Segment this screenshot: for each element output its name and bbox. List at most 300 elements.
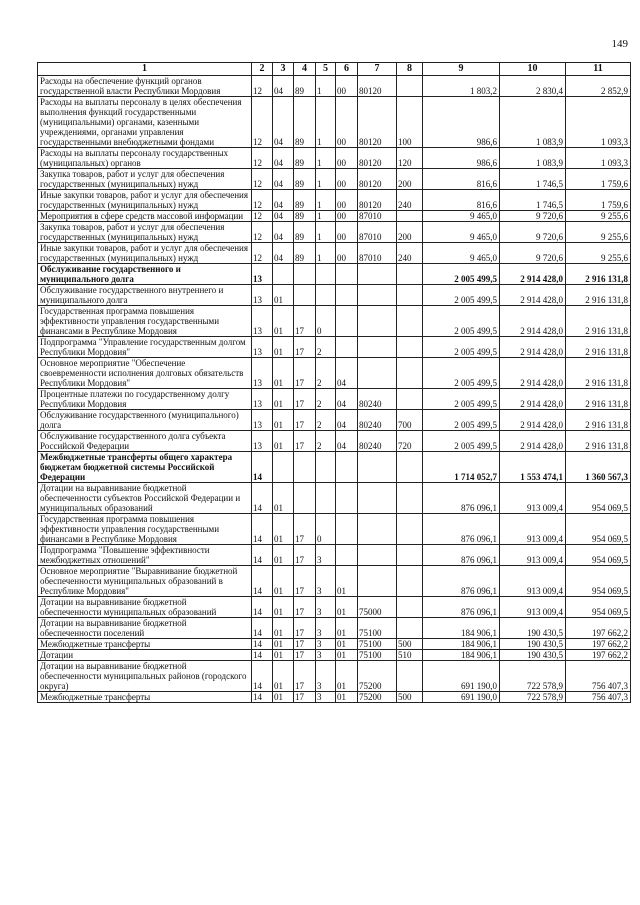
direction-code-cell <box>358 285 397 306</box>
activity-code-cell: 04 <box>336 389 358 410</box>
section-code-cell: 13 <box>252 306 273 337</box>
row-name-cell: Расходы на выплаты персоналу в целях обеспечения выполнения функций государственными (муниципальными) органами, казенными учреждениями, органами управления государственными внебюджетными фондами <box>38 97 252 148</box>
amount-col-11-cell: 9 255,6 <box>566 243 631 264</box>
amount-col-11-cell: 2 916 131,8 <box>566 306 631 337</box>
subsection-code-cell: 04 <box>273 243 294 264</box>
subprogram-code-cell: 1 <box>316 190 336 211</box>
subsection-code-cell: 01 <box>273 639 294 650</box>
subprogram-code-cell: 1 <box>316 169 336 190</box>
amount-col-10-cell: 9 720,6 <box>500 211 566 222</box>
expense-type-code-cell <box>397 618 423 639</box>
amount-col-11-cell: 9 255,6 <box>566 222 631 243</box>
table-row <box>38 566 631 597</box>
amount-col-9-cell: 1 714 052,7 <box>423 452 500 483</box>
amount-col-10-cell: 2 914 428,0 <box>500 431 566 452</box>
amount-col-10-cell: 2 914 428,0 <box>500 306 566 337</box>
subprogram-code-cell <box>316 452 336 483</box>
subprogram-code-cell <box>316 264 336 285</box>
subprogram-code-cell: 1 <box>316 148 336 169</box>
header-col-9: 9 <box>423 63 500 76</box>
subprogram-code-cell: 1 <box>316 222 336 243</box>
section-code-cell: 13 <box>252 389 273 410</box>
row-name-cell: Обслуживание государственного внутреннего и муниципального долга <box>38 285 252 306</box>
table-row <box>38 545 631 566</box>
subsection-code-cell: 01 <box>273 661 294 692</box>
amount-col-11-cell: 1 093,3 <box>566 97 631 148</box>
direction-code-cell: 75200 <box>358 661 397 692</box>
direction-code-cell <box>358 514 397 545</box>
section-code-cell: 14 <box>252 618 273 639</box>
program-code-cell: 17 <box>294 306 316 337</box>
program-code-cell <box>294 483 316 514</box>
page-number: 149 <box>611 38 628 50</box>
subprogram-code-cell: 3 <box>316 661 336 692</box>
row-name-cell: Дотации <box>38 650 252 661</box>
program-code-cell: 89 <box>294 211 316 222</box>
expense-type-code-cell: 120 <box>397 148 423 169</box>
direction-code-cell: 80240 <box>358 431 397 452</box>
direction-code-cell: 75200 <box>358 692 397 703</box>
amount-col-11-cell: 954 069,5 <box>566 514 631 545</box>
section-code-cell: 14 <box>252 545 273 566</box>
activity-code-cell: 00 <box>336 211 358 222</box>
expense-type-code-cell: 240 <box>397 190 423 211</box>
section-code-cell: 12 <box>252 243 273 264</box>
section-code-cell: 12 <box>252 148 273 169</box>
direction-code-cell <box>358 452 397 483</box>
amount-col-9-cell: 9 465,0 <box>423 222 500 243</box>
header-col-3: 3 <box>273 63 294 76</box>
row-name-cell: Обслуживание государственного и муниципального долга <box>38 264 252 285</box>
row-name-cell: Дотации на выравнивание бюджетной обеспеченности муниципальных районов (городского округа) <box>38 661 252 692</box>
section-code-cell: 13 <box>252 358 273 389</box>
amount-col-9-cell: 691 190,0 <box>423 692 500 703</box>
amount-col-10-cell: 2 914 428,0 <box>500 358 566 389</box>
activity-code-cell: 00 <box>336 190 358 211</box>
table-row <box>38 76 631 97</box>
amount-col-10-cell: 2 914 428,0 <box>500 264 566 285</box>
activity-code-cell: 00 <box>336 243 358 264</box>
amount-col-10-cell: 1 083,9 <box>500 97 566 148</box>
amount-col-10-cell: 1 746,5 <box>500 169 566 190</box>
direction-code-cell: 80120 <box>358 190 397 211</box>
amount-col-10-cell: 9 720,6 <box>500 222 566 243</box>
section-code-cell: 14 <box>252 661 273 692</box>
activity-code-cell <box>336 264 358 285</box>
amount-col-9-cell: 9 465,0 <box>423 243 500 264</box>
subsection-code-cell: 01 <box>273 306 294 337</box>
table-row <box>38 692 631 703</box>
activity-code-cell: 00 <box>336 222 358 243</box>
section-code-cell: 12 <box>252 211 273 222</box>
amount-col-9-cell: 1 803,2 <box>423 76 500 97</box>
program-code-cell: 89 <box>294 190 316 211</box>
section-code-cell: 13 <box>252 410 273 431</box>
subprogram-code-cell: 3 <box>316 566 336 597</box>
subsection-code-cell: 04 <box>273 148 294 169</box>
budget-table <box>37 62 631 703</box>
program-code-cell: 17 <box>294 431 316 452</box>
amount-col-10-cell: 913 009,4 <box>500 545 566 566</box>
direction-code-cell: 80120 <box>358 169 397 190</box>
row-name-cell: Дотации на выравнивание бюджетной обеспеченности муниципальных образований <box>38 597 252 618</box>
amount-col-11-cell: 197 662,2 <box>566 650 631 661</box>
subprogram-code-cell: 2 <box>316 389 336 410</box>
activity-code-cell: 01 <box>336 566 358 597</box>
program-code-cell: 17 <box>294 618 316 639</box>
row-name-cell: Иные закупки товаров, работ и услуг для обеспечения государственных (муниципальных) нужд <box>38 190 252 211</box>
subsection-code-cell: 01 <box>273 545 294 566</box>
subprogram-code-cell: 2 <box>316 358 336 389</box>
subsection-code-cell: 04 <box>273 190 294 211</box>
expense-type-code-cell <box>397 306 423 337</box>
section-code-cell: 14 <box>252 566 273 597</box>
expense-type-code-cell <box>397 452 423 483</box>
subprogram-code-cell: 0 <box>316 306 336 337</box>
subprogram-code-cell: 2 <box>316 410 336 431</box>
expense-type-code-cell <box>397 264 423 285</box>
row-name-cell: Закупка товаров, работ и услуг для обеспечения государственных (муниципальных) нужд <box>38 222 252 243</box>
table-row <box>38 190 631 211</box>
direction-code-cell: 80120 <box>358 148 397 169</box>
amount-col-10-cell: 2 914 428,0 <box>500 410 566 431</box>
activity-code-cell <box>336 337 358 358</box>
row-name-cell: Межбюджетные трансферты <box>38 639 252 650</box>
amount-col-10-cell: 190 430,5 <box>500 618 566 639</box>
expense-type-code-cell: 100 <box>397 97 423 148</box>
section-code-cell: 12 <box>252 76 273 97</box>
expense-type-code-cell: 200 <box>397 222 423 243</box>
subprogram-code-cell: 3 <box>316 650 336 661</box>
subsection-code-cell: 01 <box>273 337 294 358</box>
activity-code-cell <box>336 545 358 566</box>
subsection-code-cell: 04 <box>273 211 294 222</box>
table-row <box>38 483 631 514</box>
header-col-7: 7 <box>358 63 397 76</box>
expense-type-code-cell: 500 <box>397 639 423 650</box>
table-body <box>38 76 631 703</box>
amount-col-9-cell: 691 190,0 <box>423 661 500 692</box>
program-code-cell: 17 <box>294 661 316 692</box>
subsection-code-cell: 01 <box>273 285 294 306</box>
expense-type-code-cell: 720 <box>397 431 423 452</box>
row-name-cell: Межбюджетные трансферты общего характера бюджетам бюджетной системы Российской Федерации <box>38 452 252 483</box>
direction-code-cell: 75100 <box>358 650 397 661</box>
subsection-code-cell: 01 <box>273 597 294 618</box>
subsection-code-cell: 04 <box>273 76 294 97</box>
activity-code-cell: 00 <box>336 76 358 97</box>
direction-code-cell <box>358 264 397 285</box>
subprogram-code-cell: 3 <box>316 597 336 618</box>
amount-col-10-cell: 190 430,5 <box>500 650 566 661</box>
amount-col-9-cell: 2 005 499,5 <box>423 264 500 285</box>
table-row <box>38 211 631 222</box>
direction-code-cell: 80240 <box>358 389 397 410</box>
direction-code-cell: 75100 <box>358 639 397 650</box>
subprogram-code-cell: 1 <box>316 211 336 222</box>
row-name-cell: Обслуживание государственного (муниципального) долга <box>38 410 252 431</box>
amount-col-11-cell: 954 069,5 <box>566 566 631 597</box>
header-col-6: 6 <box>336 63 358 76</box>
expense-type-code-cell: 510 <box>397 650 423 661</box>
program-code-cell: 17 <box>294 692 316 703</box>
program-code-cell <box>294 452 316 483</box>
subprogram-code-cell: 1 <box>316 243 336 264</box>
table-row <box>38 285 631 306</box>
amount-col-10-cell: 913 009,4 <box>500 566 566 597</box>
program-code-cell: 17 <box>294 514 316 545</box>
amount-col-11-cell: 2 916 131,8 <box>566 358 631 389</box>
table-row <box>38 452 631 483</box>
expense-type-code-cell <box>397 597 423 618</box>
table-row <box>38 410 631 431</box>
section-code-cell: 14 <box>252 597 273 618</box>
activity-code-cell: 01 <box>336 650 358 661</box>
header-row <box>38 63 631 76</box>
row-name-cell: Дотации на выравнивание бюджетной обеспеченности поселений <box>38 618 252 639</box>
section-code-cell: 14 <box>252 452 273 483</box>
activity-code-cell <box>336 514 358 545</box>
amount-col-11-cell: 2 916 131,8 <box>566 431 631 452</box>
row-name-cell: Государственная программа повышения эффективности управления государственными финансами в Республике Мордовия <box>38 514 252 545</box>
header-col-2: 2 <box>252 63 273 76</box>
expense-type-code-cell <box>397 285 423 306</box>
subprogram-code-cell: 2 <box>316 431 336 452</box>
header-col-8: 8 <box>397 63 423 76</box>
table-row <box>38 169 631 190</box>
section-code-cell: 12 <box>252 222 273 243</box>
activity-code-cell <box>336 306 358 337</box>
amount-col-11-cell: 1 759,6 <box>566 190 631 211</box>
section-code-cell: 14 <box>252 639 273 650</box>
table-row <box>38 514 631 545</box>
table-row <box>38 337 631 358</box>
subsection-code-cell: 01 <box>273 514 294 545</box>
amount-col-11-cell: 197 662,2 <box>566 618 631 639</box>
table-row <box>38 358 631 389</box>
amount-col-11-cell: 2 916 131,8 <box>566 264 631 285</box>
row-name-cell: Процентные платежи по государственному долгу Республики Мордовия <box>38 389 252 410</box>
amount-col-9-cell: 876 096,1 <box>423 566 500 597</box>
table-row <box>38 97 631 148</box>
direction-code-cell <box>358 483 397 514</box>
activity-code-cell: 01 <box>336 661 358 692</box>
table-row <box>38 148 631 169</box>
row-name-cell: Межбюджетные трансферты <box>38 692 252 703</box>
amount-col-10-cell: 913 009,4 <box>500 483 566 514</box>
section-code-cell: 13 <box>252 337 273 358</box>
program-code-cell: 89 <box>294 148 316 169</box>
amount-col-10-cell: 9 720,6 <box>500 243 566 264</box>
activity-code-cell: 04 <box>336 358 358 389</box>
table-row <box>38 650 631 661</box>
amount-col-10-cell: 913 009,4 <box>500 597 566 618</box>
amount-col-9-cell: 876 096,1 <box>423 514 500 545</box>
direction-code-cell <box>358 545 397 566</box>
table-row <box>38 639 631 650</box>
subsection-code-cell: 01 <box>273 389 294 410</box>
program-code-cell: 17 <box>294 337 316 358</box>
row-name-cell: Основное мероприятие "Выравнивание бюджетной обеспеченности муниципальных образований в Республике Мордовия" <box>38 566 252 597</box>
amount-col-9-cell: 2 005 499,5 <box>423 306 500 337</box>
expense-type-code-cell <box>397 566 423 597</box>
amount-col-10-cell: 2 830,4 <box>500 76 566 97</box>
program-code-cell: 17 <box>294 597 316 618</box>
subprogram-code-cell <box>316 285 336 306</box>
row-name-cell: Расходы на обеспечение функций органов государственной власти Республики Мордовия <box>38 76 252 97</box>
amount-col-11-cell: 2 916 131,8 <box>566 337 631 358</box>
program-code-cell: 89 <box>294 97 316 148</box>
subsection-code-cell: 01 <box>273 650 294 661</box>
subprogram-code-cell: 3 <box>316 618 336 639</box>
subprogram-code-cell: 1 <box>316 97 336 148</box>
subsection-code-cell: 04 <box>273 97 294 148</box>
direction-code-cell: 80120 <box>358 76 397 97</box>
subprogram-code-cell: 1 <box>316 76 336 97</box>
amount-col-10-cell: 722 578,9 <box>500 661 566 692</box>
row-name-cell: Государственная программа повышения эффективности управления государственными финансами в Республике Мордовия <box>38 306 252 337</box>
subsection-code-cell: 01 <box>273 618 294 639</box>
subsection-code-cell: 04 <box>273 169 294 190</box>
amount-col-9-cell: 2 005 499,5 <box>423 337 500 358</box>
program-code-cell <box>294 264 316 285</box>
activity-code-cell: 00 <box>336 97 358 148</box>
subprogram-code-cell: 0 <box>316 514 336 545</box>
program-code-cell: 89 <box>294 243 316 264</box>
row-name-cell: Обслуживание государственного долга субъекта Российской Федерации <box>38 431 252 452</box>
amount-col-9-cell: 876 096,1 <box>423 545 500 566</box>
amount-col-11-cell: 9 255,6 <box>566 211 631 222</box>
expense-type-code-cell: 700 <box>397 410 423 431</box>
program-code-cell: 89 <box>294 76 316 97</box>
section-code-cell: 13 <box>252 264 273 285</box>
activity-code-cell: 04 <box>336 410 358 431</box>
program-code-cell: 17 <box>294 639 316 650</box>
section-code-cell: 14 <box>252 483 273 514</box>
amount-col-11-cell: 954 069,5 <box>566 545 631 566</box>
row-name-cell: Закупка товаров, работ и услуг для обеспечения государственных (муниципальных) нужд <box>38 169 252 190</box>
amount-col-9-cell: 9 465,0 <box>423 211 500 222</box>
table-row <box>38 264 631 285</box>
amount-col-10-cell: 2 914 428,0 <box>500 389 566 410</box>
subsection-code-cell <box>273 264 294 285</box>
expense-type-code-cell <box>397 514 423 545</box>
amount-col-9-cell: 2 005 499,5 <box>423 358 500 389</box>
direction-code-cell: 80240 <box>358 410 397 431</box>
activity-code-cell: 01 <box>336 692 358 703</box>
amount-col-10-cell: 2 914 428,0 <box>500 337 566 358</box>
expense-type-code-cell <box>397 483 423 514</box>
subsection-code-cell: 01 <box>273 431 294 452</box>
expense-type-code-cell <box>397 358 423 389</box>
header-col-11: 11 <box>566 63 631 76</box>
row-name-cell: Расходы на выплаты персоналу государственных (муниципальных) органов <box>38 148 252 169</box>
subsection-code-cell: 04 <box>273 222 294 243</box>
row-name-cell: Иные закупки товаров, работ и услуг для обеспечения государственных (муниципальных) нужд <box>38 243 252 264</box>
expense-type-code-cell <box>397 545 423 566</box>
amount-col-11-cell: 756 407,3 <box>566 661 631 692</box>
direction-code-cell: 80120 <box>358 97 397 148</box>
header-col-5: 5 <box>316 63 336 76</box>
expense-type-code-cell <box>397 337 423 358</box>
amount-col-10-cell: 913 009,4 <box>500 514 566 545</box>
activity-code-cell: 01 <box>336 639 358 650</box>
amount-col-10-cell: 1 553 474,1 <box>500 452 566 483</box>
amount-col-10-cell: 2 914 428,0 <box>500 285 566 306</box>
row-name-cell: Подпрограмма "Повышение эффективности межбюджетных отношений" <box>38 545 252 566</box>
activity-code-cell: 00 <box>336 169 358 190</box>
subsection-code-cell: 01 <box>273 410 294 431</box>
table-row <box>38 389 631 410</box>
table-row <box>38 243 631 264</box>
amount-col-9-cell: 986,6 <box>423 97 500 148</box>
amount-col-9-cell: 2 005 499,5 <box>423 285 500 306</box>
amount-col-11-cell: 1 093,3 <box>566 148 631 169</box>
direction-code-cell <box>358 306 397 337</box>
amount-col-9-cell: 184 906,1 <box>423 639 500 650</box>
direction-code-cell <box>358 358 397 389</box>
amount-col-9-cell: 2 005 499,5 <box>423 389 500 410</box>
subsection-code-cell: 01 <box>273 483 294 514</box>
direction-code-cell: 87010 <box>358 211 397 222</box>
subsection-code-cell: 01 <box>273 566 294 597</box>
activity-code-cell <box>336 483 358 514</box>
section-code-cell: 12 <box>252 169 273 190</box>
amount-col-11-cell: 2 916 131,8 <box>566 285 631 306</box>
amount-col-10-cell: 1 746,5 <box>500 190 566 211</box>
table-row <box>38 431 631 452</box>
table-row <box>38 222 631 243</box>
amount-col-9-cell: 2 005 499,5 <box>423 410 500 431</box>
subprogram-code-cell: 2 <box>316 337 336 358</box>
amount-col-9-cell: 2 005 499,5 <box>423 431 500 452</box>
subprogram-code-cell: 3 <box>316 545 336 566</box>
row-name-cell: Основное мероприятие "Обеспечение своевременности исполнения долговых обязательств Республики Мордовия" <box>38 358 252 389</box>
direction-code-cell <box>358 566 397 597</box>
subprogram-code-cell <box>316 483 336 514</box>
section-code-cell: 13 <box>252 431 273 452</box>
program-code-cell: 17 <box>294 389 316 410</box>
row-name-cell: Мероприятия в сфере средств массовой информации <box>38 211 252 222</box>
expense-type-code-cell: 200 <box>397 169 423 190</box>
amount-col-10-cell: 722 578,9 <box>500 692 566 703</box>
amount-col-11-cell: 1 759,6 <box>566 169 631 190</box>
expense-type-code-cell <box>397 661 423 692</box>
program-code-cell: 17 <box>294 410 316 431</box>
activity-code-cell <box>336 452 358 483</box>
amount-col-10-cell: 190 430,5 <box>500 639 566 650</box>
amount-col-11-cell: 197 662,2 <box>566 639 631 650</box>
amount-col-11-cell: 756 407,3 <box>566 692 631 703</box>
program-code-cell: 17 <box>294 358 316 389</box>
direction-code-cell <box>358 337 397 358</box>
activity-code-cell: 01 <box>336 618 358 639</box>
activity-code-cell <box>336 285 358 306</box>
direction-code-cell: 75000 <box>358 597 397 618</box>
amount-col-10-cell: 1 083,9 <box>500 148 566 169</box>
amount-col-11-cell: 954 069,5 <box>566 597 631 618</box>
expense-type-code-cell: 240 <box>397 243 423 264</box>
program-code-cell: 89 <box>294 169 316 190</box>
row-name-cell: Дотации на выравнивание бюджетной обеспеченности субъектов Российской Федерации и муниципальных образований <box>38 483 252 514</box>
subprogram-code-cell: 3 <box>316 692 336 703</box>
expense-type-code-cell <box>397 76 423 97</box>
program-code-cell: 17 <box>294 650 316 661</box>
section-code-cell: 13 <box>252 285 273 306</box>
amount-col-11-cell: 2 916 131,8 <box>566 389 631 410</box>
program-code-cell: 17 <box>294 545 316 566</box>
table-row <box>38 618 631 639</box>
